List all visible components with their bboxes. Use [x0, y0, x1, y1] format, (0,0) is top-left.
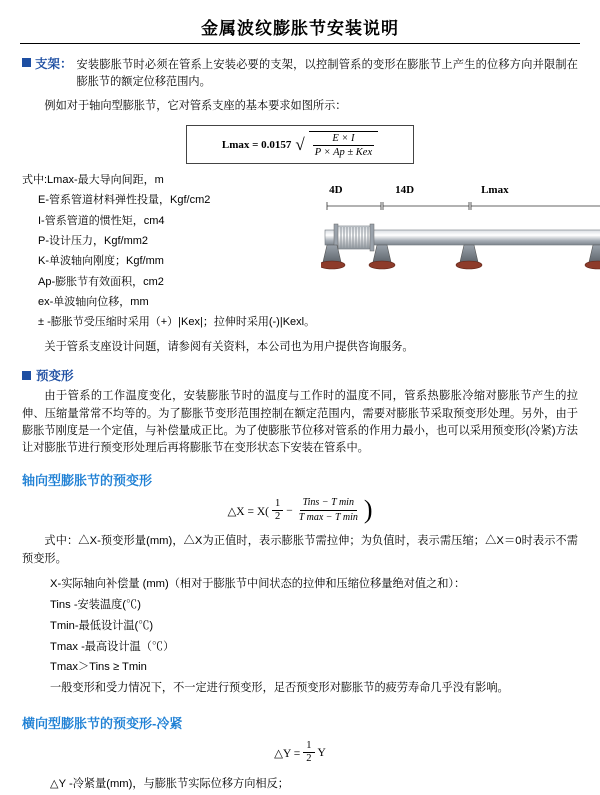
- square-bullet-icon: [22, 371, 31, 380]
- subsection-lateral-heading: 横向型膨胀节的预变形-冷紧: [22, 715, 183, 731]
- pipe-support-figure: [321, 184, 600, 286]
- legend-text: ± -膨胀节受压缩时采用（+）|Kex|；拉伸时采用(-)|Kexl。: [38, 316, 316, 329]
- legend-text: ex-单波轴向位移，mm: [38, 296, 149, 309]
- section-bracket: [22, 54, 578, 92]
- title-divider: [20, 43, 580, 44]
- legend-text: Ap-膨胀节有效面积，cm2: [38, 275, 164, 288]
- square-bullet-icon: [22, 58, 31, 67]
- legend-and-figure: [22, 170, 578, 333]
- legend-text: E-管系管道材料弹性投量，Kgf/cm2: [38, 194, 211, 207]
- axial-note: Tmax -最高设计温（℃）: [50, 640, 175, 653]
- axial-equation-lhs: △X = X(: [227, 505, 269, 518]
- figure-drawing: [321, 200, 600, 286]
- axial-equation-fraction: [296, 497, 361, 525]
- bellows: [334, 224, 374, 251]
- axial-equation: [22, 497, 578, 525]
- figure-label-4d: 4D: [329, 184, 343, 197]
- legend-item: [22, 211, 315, 231]
- document-content: [0, 54, 600, 795]
- half-numerator: 1: [272, 498, 283, 512]
- section-bracket-label: 支架：: [35, 57, 73, 71]
- formula-legend: [22, 170, 315, 333]
- legend-text: I-管系管道的惯性矩，cm4: [38, 214, 165, 227]
- axial-note: 一般变形和受力情况下，不一定进行预变形，足否预变形对膨胀节的疲劳寿命几乎没有影响。: [50, 682, 509, 695]
- legend-item: [22, 312, 315, 332]
- section-predeform-body: 由于管系的工作温度变化，安装膨胀节时的温度与工作时的温度不同，管系热膨胀冷缩对膨胀节产生的拉伸、压缩量常常不均等的。为了膨胀节变形范围控制在额定范围内，需要对膨胀节采取预变形处理。另外，由于膨胀节刚度是一个定值，与补偿量成正比。为了使膨胀节位移对管系的作用力最小，也可以采用预变形(冷紧)方法让对膨胀节进行预变形处理后再将膨胀节在变形状态下安装在管系中。: [22, 390, 578, 455]
- axial-equation-box: [227, 497, 372, 525]
- legend-item: 式中:Lmax-最大导向间距，m: [22, 174, 164, 187]
- section-predeform-title: 预变形: [36, 369, 74, 384]
- document-page: [0, 14, 600, 790]
- figure-label-14d: 14D: [395, 184, 415, 197]
- lateral-equation-lhs: △Y =: [274, 747, 301, 760]
- axial-note: X-实际轴向补偿量 (mm)（相对于膨胀节中间状态的拉伸和压缩位移量绝对值之和）：: [50, 578, 466, 591]
- axial-equation-minus: −: [286, 504, 293, 517]
- lateral-equation-box: [274, 740, 326, 766]
- lateral-note: △Y -冷紧量(mm)，与膨胀节实际位移方向相反；: [50, 777, 289, 790]
- lateral-equation-half: [303, 740, 314, 766]
- subsection-axial-heading: 轴向型膨胀节的预变形: [22, 472, 153, 488]
- legend-item: [22, 292, 315, 312]
- lmax-formula-denominator: P × Ap ± Kex: [314, 147, 373, 159]
- lmax-formula: [186, 125, 414, 164]
- lmax-formula-numerator: E × I: [332, 133, 355, 145]
- axial-equation-rhs: ): [363, 495, 373, 525]
- bracket-closing: 关于管系支座设计问题，请参阅有关资料，本公司也为用户提供咨询服务。: [44, 340, 414, 353]
- section-bracket-body: 安装膨胀节时必须在管系上安装必要的支架，以控制管系的变形在膨胀节上产生的位移方向并限制在膨胀节的额定位移范围内。: [76, 59, 578, 89]
- half-numerator: 1: [303, 740, 314, 754]
- axial-note: Tins -安装温度(℃): [50, 599, 141, 612]
- half-denominator: 2: [306, 753, 312, 765]
- legend-text: P-设计压力，Kgf/mm2: [38, 235, 149, 248]
- lmax-formula-lhs: Lmax = 0.0157: [221, 138, 292, 151]
- page-title: 金属波纹膨胀节安装说明: [201, 19, 399, 39]
- sqrt-icon: √: [295, 135, 305, 155]
- bracket-example-intro: 例如对于轴向型膨胀节，它对管系支座的基本要求如图所示：: [44, 99, 347, 112]
- fraction-numerator: Tins − T min: [300, 497, 357, 512]
- axial-note: 式中：△X-预变形量(mm)，△X为正值时，表示膨胀节需拉伸；为负值时，表示需压缩；△X＝0时表示不需预变形。: [22, 534, 578, 565]
- figure-label-lmax: Lmax: [481, 184, 509, 197]
- axial-note: Tmax＞Tins ≥ Tmin: [50, 661, 147, 674]
- lateral-equation-rhs: Y: [317, 746, 326, 759]
- figure-labels: [321, 184, 600, 200]
- lmax-formula-fraction: [309, 131, 378, 158]
- lateral-equation: [22, 740, 578, 766]
- section-predeform-heading: [22, 366, 578, 384]
- axial-note: Tmin-最低设计温(℃): [50, 619, 154, 632]
- axial-equation-half: [272, 498, 283, 524]
- legend-item: [22, 272, 315, 292]
- fraction-denominator: T max − T min: [298, 512, 358, 524]
- legend-item: [22, 251, 315, 271]
- half-denominator: 2: [274, 511, 281, 523]
- legend-item: [22, 190, 315, 210]
- legend-item: [22, 231, 315, 251]
- legend-text: K-单波轴向刚度；Kgf/mm: [38, 255, 164, 268]
